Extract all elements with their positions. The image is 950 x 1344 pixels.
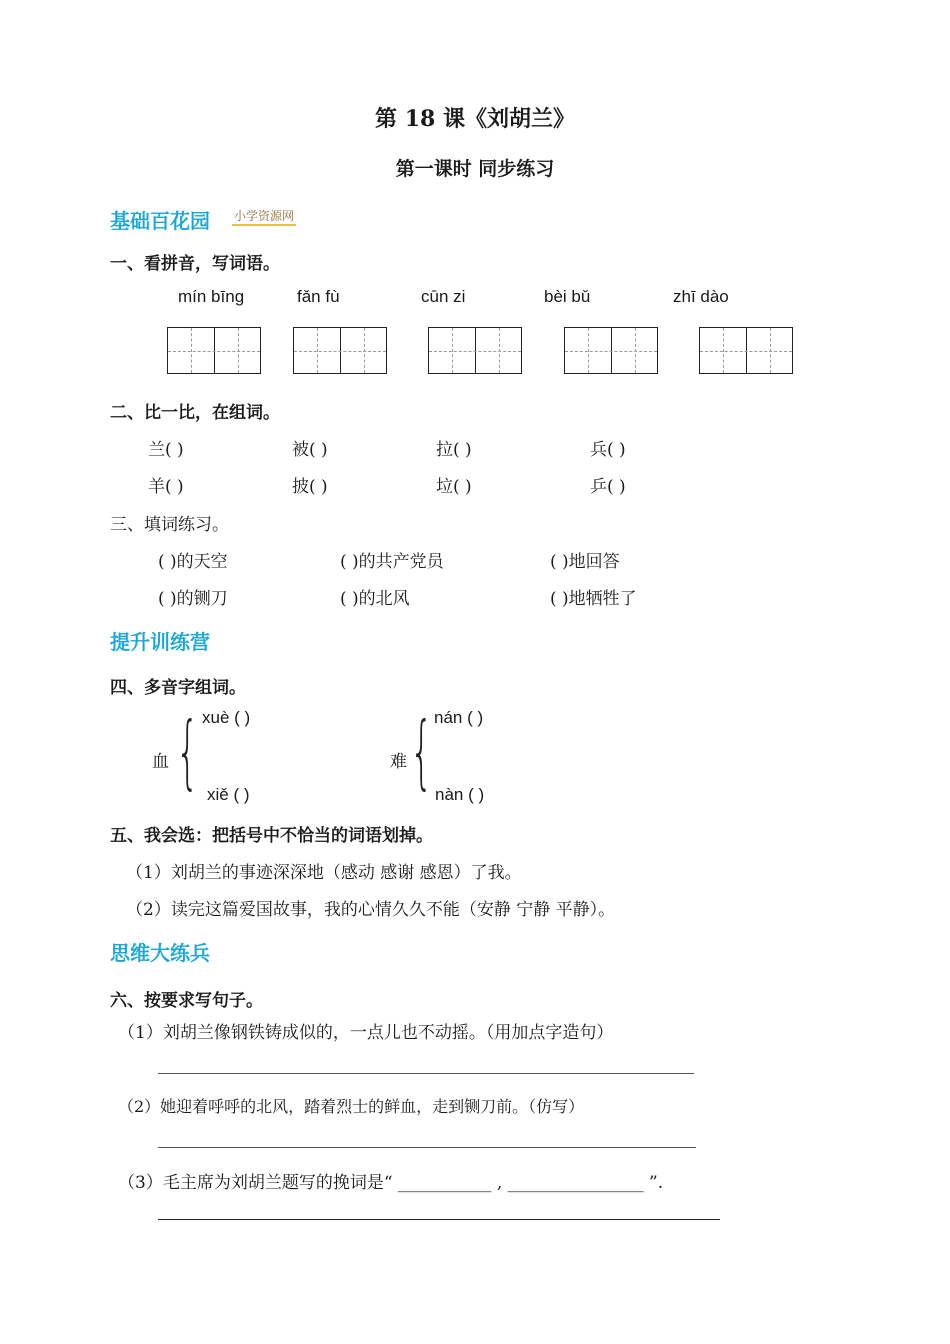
polyphone-reading: xiě ( ) [207, 785, 250, 804]
answer-line[interactable] [158, 1073, 694, 1074]
section-banner-advanced: 提升训练营 [110, 630, 210, 654]
q2-item: 兵( ) [590, 440, 626, 460]
q6-heading: 六、按要求写句子。 [110, 991, 263, 1011]
writing-grid-2[interactable] [293, 327, 387, 374]
polyphone-char-1: 血 [152, 752, 169, 772]
q3-item: ( )的铡刀 [158, 589, 228, 609]
q2-item: 被( ) [292, 440, 328, 460]
q5-sentence-2: （2）读完这篇爱国故事，我的心情久久不能（安静 宁静 平静）。 [126, 900, 616, 920]
q1-pinyin-2: fǎn fù [297, 287, 340, 306]
polyphone-reading: nán ( ) [434, 708, 484, 727]
page-subtitle: 第一课时 同步练习 [395, 158, 555, 180]
q3-item: ( )的天空 [158, 552, 228, 572]
site-logo: 小学资源网 [232, 207, 296, 226]
section-banner-basic: 基础百花园 [110, 209, 210, 233]
brace-icon: { [176, 705, 199, 798]
polyphone-reading: xuè ( ) [202, 708, 251, 727]
brace-icon: { [410, 705, 433, 798]
answer-line[interactable] [158, 1147, 696, 1148]
q2-item: 垃( ) [436, 477, 472, 497]
q3-item: ( )的北风 [340, 589, 410, 609]
q3-item: ( )的共产党员 [340, 552, 444, 572]
q6-sentence-1: （1）刘胡兰像钢铁铸成似的，一点儿也不动摇。（用加点字造句） [118, 1023, 614, 1043]
page-title: 第 18 课《刘胡兰》 [375, 106, 575, 132]
answer-line[interactable] [158, 1219, 720, 1220]
q1-pinyin-5: zhī dào [673, 287, 729, 306]
q5-heading: 五、我会选：把括号中不恰当的词语划掉。 [110, 826, 433, 846]
polyphone-reading: nàn ( ) [435, 785, 485, 804]
q6-sentence-2: （2）她迎着呼呼的北风，踏着烈士的鲜血，走到铡刀前。（仿写） [118, 1097, 585, 1116]
q2-item: 披( ) [292, 477, 328, 497]
writing-grid-1[interactable] [167, 327, 261, 374]
q3-item: ( )地牺牲了 [550, 589, 637, 609]
polyphone-char-2: 难 [390, 752, 407, 772]
q1-pinyin-1: mín bīng [178, 287, 245, 306]
writing-grid-4[interactable] [564, 327, 658, 374]
q2-heading: 二、比一比，在组词。 [110, 403, 280, 423]
q5-sentence-1: （1）刘胡兰的事迹深深地（感动 感谢 感恩）了我。 [126, 863, 522, 883]
q2-item: 兰( ) [148, 440, 184, 460]
q4-heading: 四、多音字组词。 [110, 678, 246, 698]
q6-sentence-3: （3）毛主席为刘胡兰题写的挽词是“ ___________ , ________________ ”. [118, 1173, 664, 1193]
q1-pinyin-4: bèi bǔ [544, 287, 591, 306]
q1-pinyin-3: cūn zi [421, 287, 466, 306]
q2-item: 羊( ) [148, 477, 184, 497]
q3-item: ( )地回答 [550, 552, 620, 572]
q2-item: 乒( ) [590, 477, 626, 497]
q1-heading: 一、看拼音，写词语。 [110, 254, 280, 274]
q3-heading: 三、填词练习。 [110, 515, 229, 535]
writing-grid-3[interactable] [428, 327, 522, 374]
section-banner-thinking: 思维大练兵 [110, 941, 210, 965]
q2-item: 拉( ) [436, 440, 472, 460]
writing-grid-5[interactable] [699, 327, 793, 374]
